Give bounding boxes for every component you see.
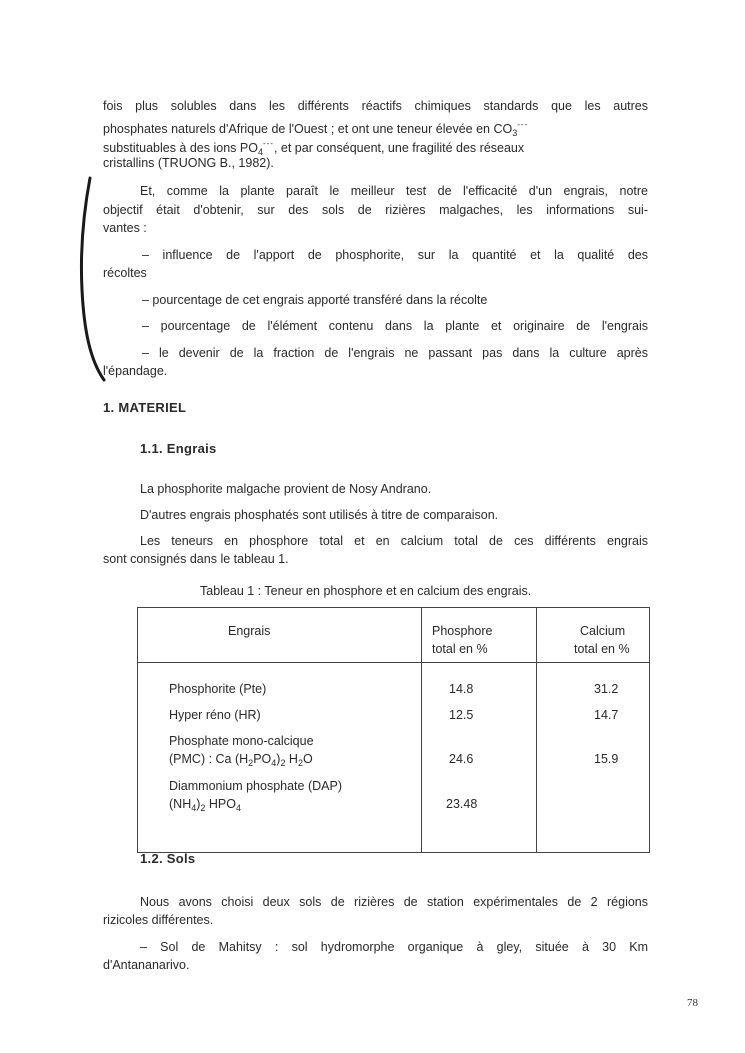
- header-phosphore-1: Phosphore: [432, 624, 493, 638]
- dap-sub-1: 4: [191, 803, 197, 813]
- row-3-phosphore: 24.6: [449, 752, 474, 766]
- header-calcium-2: total en %: [574, 642, 630, 656]
- objective-item-1b: récoltes: [103, 266, 147, 280]
- section-1-1-para-2: D'autres engrais phosphatés sont utilisés à titre de comparaison.: [140, 508, 499, 522]
- objective-item-2: – pourcentage de cet engrais apporté transféré dans la récolte: [142, 293, 488, 307]
- co3-subscript: 3: [512, 128, 518, 138]
- objective-item-4a: – le devenir de la fraction de l'engrais ne passant pas dans la culture après: [142, 346, 648, 360]
- section-1-2-para-2a: – Sol de Mahitsy : sol hydromorphe organique à gley, située à 30 Km: [140, 940, 648, 954]
- header-engrais: Engrais: [228, 624, 271, 638]
- intro-line-2-text: phosphates naturels d'Afrique de l'Ouest ; et ont une teneur élevée en CO: [103, 122, 513, 136]
- section-1-1-para-1: La phosphorite malgache provient de Nosy Andrano.: [140, 482, 432, 496]
- pmc-formula-a: (PMC) : Ca (H: [169, 752, 249, 766]
- row-3-calcium: 15.9: [594, 752, 619, 766]
- dap-sub-2: 2: [200, 803, 206, 813]
- row-1-calcium: 31.2: [594, 682, 619, 696]
- dap-formula-a: (NH: [169, 797, 192, 811]
- row-2-phosphore: 12.5: [449, 708, 474, 722]
- table-divider-2: [536, 608, 537, 852]
- objective-item-4b: l'épandage.: [103, 364, 168, 378]
- section-1-heading: 1. MATERIEL: [103, 400, 187, 415]
- row-2-calcium: 14.7: [594, 708, 619, 722]
- dap-formula-c: HPO: [205, 797, 236, 811]
- table-header-rule: [138, 662, 649, 663]
- table-divider-1: [421, 608, 422, 852]
- section-1-2-para-2b: d'Antananarivo.: [103, 958, 190, 972]
- intro-line-4: cristallins (TRUONG B., 1982).: [103, 156, 274, 170]
- section-1-1-heading: 1.1. Engrais: [140, 441, 217, 456]
- row-4-name: Diammonium phosphate (DAP): [169, 779, 342, 793]
- header-calcium-1: Calcium: [580, 624, 626, 638]
- co3-superscript: ---: [517, 120, 529, 129]
- dap-formula-b: ): [196, 797, 201, 811]
- section-1-1-para-3a: Les teneurs en phosphore total et en calcium total de ces différents engrais: [140, 534, 648, 548]
- row-1-phosphore: 14.8: [449, 682, 474, 696]
- section-1-2-para-1a: Nous avons choisi deux sols de rizières de station expérimentales de 2 régions: [140, 895, 648, 909]
- pmc-sub-1: 2: [248, 758, 254, 768]
- row-4-phosphore: 23.48: [446, 797, 478, 811]
- section-1-2-heading: 1.2. Sols: [140, 851, 196, 866]
- pmc-formula-b: PO: [253, 752, 272, 766]
- pmc-formula-c: ): [276, 752, 281, 766]
- pmc-sub-4: 2: [297, 758, 303, 768]
- page-number: 78: [687, 997, 698, 1009]
- row-4-formula: [169, 796, 241, 816]
- objective-line-3: vantes :: [103, 221, 147, 235]
- objective-line-1: Et, comme la plante paraît le meilleur test de l'efficacité d'un engrais, notre: [140, 184, 648, 198]
- dap-sub-3: 4: [235, 803, 241, 813]
- pmc-formula-d: H: [285, 752, 298, 766]
- po4-superscript: ---: [262, 139, 274, 148]
- header-phosphore-2: total en %: [432, 642, 488, 656]
- intro-line-3-text-a: substituables à des ions PO: [103, 141, 258, 155]
- section-1-2-para-1b: rizicoles différentes.: [103, 913, 214, 927]
- objective-item-3: – pourcentage de l'élément contenu dans la plante et originaire de l'engrais: [142, 319, 648, 333]
- row-3-name: Phosphate mono-calcique: [169, 734, 314, 748]
- objective-item-1a: – influence de l'apport de phosphorite, sur la quantité et la qualité des: [142, 248, 648, 262]
- section-1-1-para-3b: sont consignés dans le tableau 1.: [103, 552, 289, 566]
- table-caption: Tableau 1 : Teneur en phosphore et en calcium des engrais.: [200, 584, 532, 598]
- pmc-sub-3: 2: [280, 758, 286, 768]
- pmc-formula-e: O: [302, 752, 313, 766]
- intro-line-3-text-b: , et par conséquent, une fragilité des réseaux: [273, 141, 525, 155]
- row-2-name: Hyper réno (HR): [169, 708, 261, 722]
- row-1-name: Phosphorite (Pte): [169, 682, 267, 696]
- row-3-formula: [169, 751, 313, 771]
- intro-line-1: fois plus solubles dans les différents réactifs chimiques standards que les autres: [103, 99, 648, 113]
- objective-line-2: objectif était d'obtenir, sur des sols de rizières malgaches, les informations sui-: [103, 203, 648, 217]
- po4-subscript: 4: [257, 147, 263, 157]
- fertilizer-table: [137, 607, 650, 853]
- pmc-sub-2: 4: [271, 758, 277, 768]
